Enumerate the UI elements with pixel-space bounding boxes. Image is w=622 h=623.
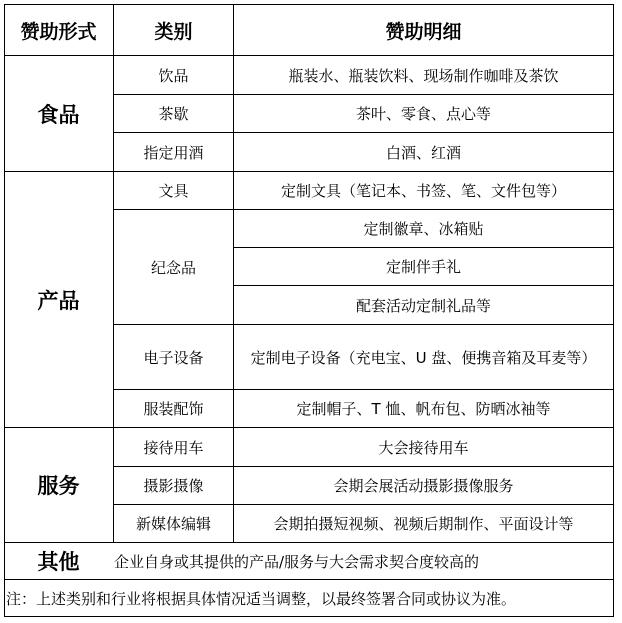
detail-cell: 白酒、红酒 <box>385 143 461 162</box>
detail-cell: 茶叶、零食、点心等 <box>355 105 491 123</box>
detail-cell: 大会接待用车 <box>378 438 469 457</box>
detail-cell: 会期拍摄短视频、视频后期制作、平面设计等 <box>273 515 574 533</box>
table-note: 注：上述类别和行业将根据具体情况适当调整，以最终签署合同或协议为准。 <box>6 589 517 608</box>
detail-cell: 定制帽子、T 恤、帆布包、防晒冰袖等 <box>296 400 551 418</box>
category-cell: 文具 <box>158 182 189 200</box>
detail-cell: 配套活动定制礼品等 <box>355 296 491 315</box>
sponsorship-table <box>4 4 614 617</box>
group-other: 其他 <box>37 550 80 574</box>
detail-cell: 定制电子设备（充电宝、U 盘、便携音箱及耳麦等） <box>250 348 597 367</box>
other-detail: 企业自身或其提供的产品/服务与大会需求契合度较高的 <box>114 552 480 571</box>
group-product: 产品 <box>37 288 80 313</box>
category-cell: 服装配饰 <box>143 400 204 418</box>
group-food: 食品 <box>37 102 80 127</box>
category-cell: 指定用酒 <box>143 143 204 162</box>
header-form: 赞助形式 <box>20 20 97 43</box>
table-border-bottom <box>4 616 614 617</box>
detail-cell: 会期会展活动摄影摄像服务 <box>333 477 514 495</box>
category-cell: 纪念品 <box>150 258 196 277</box>
detail-cell: 瓶装水、瓶装饮料、现场制作咖啡及茶饮 <box>288 66 559 85</box>
header-detail: 赞助明细 <box>385 20 462 43</box>
category-cell: 茶歇 <box>158 105 189 123</box>
category-cell: 摄影摄像 <box>143 477 204 495</box>
header-category: 类别 <box>154 20 193 43</box>
category-cell: 饮品 <box>158 66 189 85</box>
detail-cell: 定制文具（笔记本、书签、笔、文件包等） <box>280 182 566 200</box>
category-cell: 接待用车 <box>143 438 204 457</box>
table-border-right <box>613 4 614 617</box>
category-cell: 电子设备 <box>143 348 204 367</box>
detail-cell: 定制徽章、冰箱贴 <box>363 220 484 238</box>
category-cell: 新媒体编辑 <box>135 515 211 533</box>
detail-cell: 定制伴手礼 <box>385 258 461 276</box>
group-service: 服务 <box>37 474 80 498</box>
